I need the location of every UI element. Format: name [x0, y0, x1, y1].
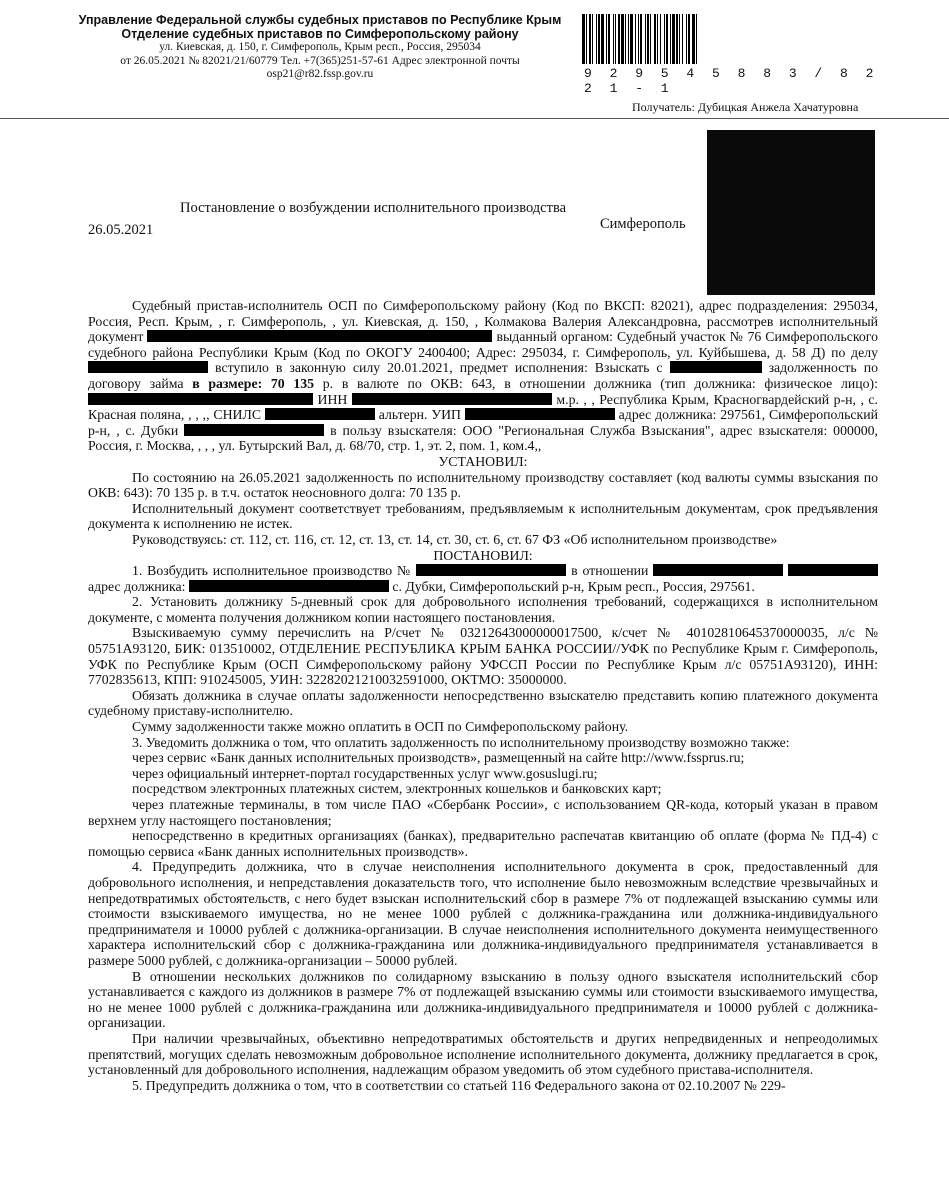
agency-name: Управление Федеральной службы судебных приставов по Республике Крым [78, 13, 562, 27]
redacted-qr-code [707, 130, 875, 295]
item-4-paragraph: 4. Предупредить должника, что в случае неисполнения исполнительного документа в срок, предоставленный для добровольного исполнения, и непредставления доказательств того, что исполнение было невозможным вследствие чрезвычайных и непредотвратимых обстоятельств, с него будет взыскан исполнительский сбор в размере 7% от подлежащей взысканию суммы или стоимости взыскиваемого имущества, но не менее 1000 рублей с должника-гражданина или должника-индивидуального предпринимателя и 10000 рублей с должника-организации. В случае неисполнения исполнительного документа неимущественного характера исполнительский сбор с должника-гражданина или должника-индивидуального предпринимателя устанавливается в размере 5000 рублей, с должника-организации – 50000 рублей. [88, 859, 878, 968]
redaction [465, 408, 615, 420]
document-ref-line: от 26.05.2021 № 82021/21/60779 Тел. +7(365)251-57-61 Адрес электронной почты [120, 54, 520, 67]
recipient-line: Получатель: Дубицкая Анжела Хачатуровна [632, 100, 859, 114]
redaction [416, 564, 566, 576]
section-resolved: ПОСТАНОВИЛ: [433, 547, 533, 563]
intro-paragraph: Судебный пристав-исполнитель ОСП по Симферопольскому району (Код по ВКСП: 82021), адрес подразделения: 295034, Россия, Респ. Крым, , г. Симферополь, , ул. Киевская, д. 150, , Колмакова Валерия Александровна, рассмотрев исполнительный документ выданный органом: Судебный участок № 76 Симферопольского судебного района Республики Крым (Код по ОКОГУ 2400400; Адрес: 295034, г. Симферополь, ул. Куйбышева, д. 58 Д) по делу вступило в законную силу 20.01.2021, предмет исполнения: Взыскать с задолженность по договору займа в размере: 70 135 р. в валюте по ОКВ: 643, в отношении должника (тип должника: физическое лицо): ИНН м.р. , , Республика Крым, Красногвардейский р-н, , с. Красная поляна, , , ,, СНИЛС альтерн. УИП адрес должника: 297561, Симферопольский р-н, , с. Дубки в пользу взыскателя: ООО "Региональная Служба Взыскания", адрес взыскателя: 000000, Россия, г. Москва, , , , ул. Бутырский Вал, д. 68/70, стр. 1, эт. 2, пом. 1, ком.4,, [88, 298, 879, 454]
redaction [352, 393, 552, 405]
legal-basis-paragraph: Руководствуясь: ст. 112, ст. 116, ст. 12, ст. 13, ст. 14, ст. 30, ст. 6, ст. 67 ФЗ «Об исполнительном производстве» [132, 531, 778, 547]
payment-option-gosuslugi: через официальный интернет-портал государственных услуг www.gosuslugi.ru; [132, 765, 598, 781]
redaction [788, 564, 878, 576]
document-date: 26.05.2021 [88, 222, 154, 238]
barcode [582, 14, 880, 64]
item-5-paragraph: 5. Предупредить должника о том, что в соответствии со статьей 116 Федерального закона от 02.10.2007 № 229- [132, 1077, 786, 1093]
document-body [88, 298, 878, 1093]
barcode-number: 9 2 9 5 4 5 8 8 3 / 8 2 2 1 - 1 [584, 66, 879, 96]
pay-at-office-paragraph: Сумму задолженности также можно оплатить в ОСП по Симферопольскому району. [132, 719, 629, 735]
joint-debtors-paragraph: В отношении нескольких должников по солидарному взысканию в пользу одного взыскателя исполнительский сбор устанавливается с каждого из должников в размере 7% от подлежащей взысканию суммы или стоимости взыскиваемого имущества, но не менее 1000 рублей с должника-гражданина или должника-индивидуального предпринимателя и 10000 рублей с должника-организации. [88, 968, 878, 1031]
document-city: Симферополь [600, 216, 686, 232]
barcode-bar [697, 14, 699, 64]
redaction [147, 330, 492, 342]
force-majeure-paragraph: При наличии чрезвычайных, объективно непредотвратимых обстоятельств и других непредвиденных и непреодолимых препятствий, могущих сделать невозможным добровольное исполнение исполнительного документа, должнику предлагается в срок, установленный для добровольного исполнения, надлежащим образом уведомить об этом судебного пристава-исполнителя. [88, 1030, 878, 1078]
redaction [88, 361, 208, 373]
redaction [184, 424, 324, 436]
payment-option-electronic: посредством электронных платежных систем, электронных кошельков и банковских карт; [132, 781, 662, 797]
payment-details-paragraph: Взыскиваемую сумму перечислить на Р/счет № 03212643000000017500, к/счет № 40102810645370000035, л/с № 05751А93120, БИК: 013510002, ОТДЕЛЕНИЕ РЕСПУБЛИКА КРЫМ БАНКА РОССИИ//УФК по Республике Крым г. Симферополь, УФК по Республике Крым (ОСП Симферопольскому району УФССП России по Республике Крым л/с 05751А93120), ИНН: 7702835613, КПП: 910245005, УИН: 32282021210032591000, ОКТМО: 35000000. [88, 625, 878, 688]
redaction [670, 361, 762, 373]
debt-status-paragraph: По состоянию на 26.05.2021 задолженность по исполнительному производству составляет (код валюты суммы взыскания по ОКВ: 643): 70 135 р. в т.ч. остаток неосновного долга: 70 135 р. [88, 469, 878, 501]
section-established: УСТАНОВИЛ: [438, 453, 528, 469]
payment-option-banks: непосредственно в кредитных организациях (банках), предварительно распечатав квитанцию об оплате (форма № ПД-4) с помощью сервиса «Банк данных исполнительных производств». [88, 828, 878, 859]
redaction [189, 580, 389, 592]
redaction [88, 393, 313, 405]
item-3-paragraph: 3. Уведомить должника о том, что оплатить задолженность по исполнительному производству возможно также: [132, 734, 790, 750]
email-address: osp21@r82.fssp.gov.ru [266, 68, 374, 80]
department-address: ул. Киевская, д. 150, г. Симферополь, Крым респ., Россия, 295034 [159, 41, 481, 53]
agency-header [60, 14, 580, 82]
department-name: Отделение судебных приставов по Симферопольскому району [121, 26, 519, 41]
redaction [265, 408, 375, 420]
payment-proof-paragraph: Обязать должника в случае оплаты задолженности непосредственно взыскателю представить копию платежного документа судебному приставу-исполнителю. [88, 687, 878, 719]
header-divider [0, 118, 949, 119]
document-title: Постановление о возбуждении исполнительного производства [180, 200, 567, 216]
redaction [653, 564, 783, 576]
document-compliance-paragraph: Исполнительный документ соответствует требованиям, предъявляемым к исполнительным документам, срок предъявления документа к исполнению не истек. [88, 500, 878, 532]
item-1-paragraph: 1. Возбудить исполнительное производство № в отношении адрес должника: с. Дубки, Симферопольский р-н, Крым респ., Россия, 297561. [88, 563, 878, 594]
payment-option-terminals: через платежные терминалы, в том числе ПАО «Сбербанк России», с использованием QR-кода, который указан в правом верхнем углу настоящего постановления; [88, 797, 878, 828]
payment-option-fssp: через сервис «Банк данных исполнительных производств», размещенный на сайте http://www.fssprus.ru; [132, 750, 745, 766]
item-2-paragraph: 2. Установить должнику 5-дневный срок для добровольного исполнения требований, содержащихся в исполнительном документе, с момента получения должником копии настоящего постановления. [88, 594, 878, 625]
